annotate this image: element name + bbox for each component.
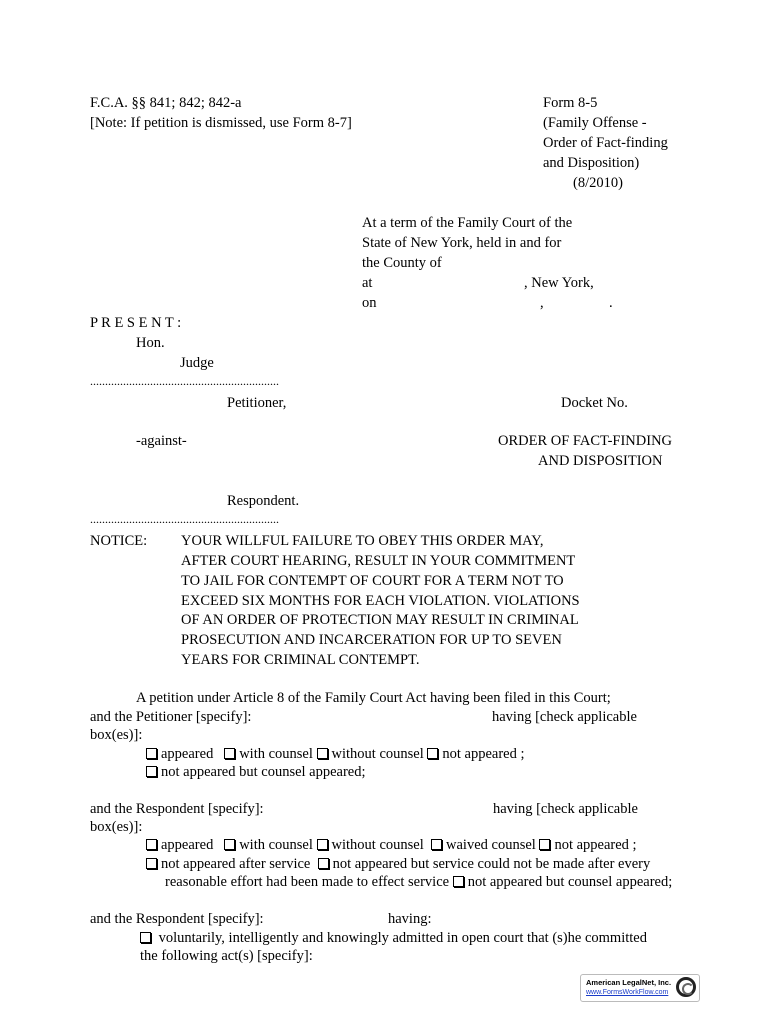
- form-note: [Note: If petition is dismissed, use Form 8-7]: [90, 115, 352, 131]
- following-acts-label: the following act(s) [specify]:: [140, 948, 313, 964]
- statute-citation: F.C.A. §§ 841; 842; 842-a: [90, 95, 242, 111]
- respondent-label: Respondent.: [227, 493, 300, 509]
- resp-not-appeared-counsel-checkbox[interactable]: [453, 876, 464, 887]
- legalnet-logo: [580, 974, 700, 1002]
- petitioner-label: Petitioner,: [227, 395, 287, 411]
- company-name: American LegalNet, Inc.: [586, 978, 672, 987]
- caption-divider-bottom: ...............................................................: [90, 512, 279, 526]
- resp-not-appeared-label: not appeared ;: [554, 837, 637, 853]
- pet-without-counsel-checkbox[interactable]: [317, 748, 328, 759]
- resp-with-counsel-checkbox[interactable]: [224, 839, 235, 850]
- notice-label: NOTICE:: [90, 533, 148, 549]
- court-new-york-label: , New York,: [524, 275, 594, 291]
- form-number: Form 8-5: [543, 95, 598, 111]
- respondent-service-options: [146, 855, 650, 874]
- seal-icon: [676, 977, 696, 997]
- court-term-line-1: At a term of the Family Court of the: [362, 215, 573, 231]
- respondent-specify-label: and the Respondent [specify]:: [90, 801, 264, 817]
- present-label: P R E S E N T :: [90, 315, 182, 331]
- resp-after-service-label: not appeared after service: [161, 856, 311, 872]
- order-title-line-2: AND DISPOSITION: [538, 453, 663, 469]
- notice-line: YEARS FOR CRIMINAL CONTEMPT.: [181, 652, 420, 668]
- hon-label: Hon.: [136, 335, 165, 351]
- notice-line: AFTER COURT HEARING, RESULT IN YOUR COMMITMENT: [181, 553, 576, 569]
- pet-not-appeared-counsel-label: not appeared but counsel appeared;: [161, 764, 366, 780]
- resp-not-appeared-counsel-label: not appeared but counsel appeared;: [467, 874, 673, 890]
- pet-appeared-label: appeared: [161, 746, 214, 762]
- respondent-boxes-label: box(es)]:: [90, 819, 143, 835]
- resp-after-service-checkbox[interactable]: [146, 858, 157, 869]
- resp-not-appeared-checkbox[interactable]: [539, 839, 550, 850]
- against-label: -against-: [136, 433, 187, 449]
- petitioner-counsel-option: [146, 763, 366, 782]
- docket-label: Docket No.: [561, 395, 628, 411]
- form-type-line-1: (Family Offense -: [543, 115, 647, 131]
- court-date-period: .: [609, 295, 613, 311]
- resp-waived-counsel-label: waived counsel: [446, 837, 536, 853]
- notice-line: OF AN ORDER OF PROTECTION MAY RESULT IN CRIMINAL: [181, 612, 579, 628]
- resp-reasonable-effort-label: reasonable effort had been made to effect service: [165, 874, 450, 890]
- pet-not-appeared-label: not appeared ;: [442, 746, 525, 762]
- resp-not-served-label: not appeared but service could not be made after every: [332, 856, 651, 872]
- admitted-label: voluntarily, intelligently and knowingly admitted in open court that (s)he committed: [158, 930, 647, 946]
- order-title-line-1: ORDER OF FACT-FINDING: [498, 433, 673, 449]
- resp-without-counsel-label: without counsel: [331, 837, 424, 853]
- admitted-checkbox[interactable]: [140, 932, 151, 943]
- notice-line: EXCEED SIX MONTHS FOR EACH VIOLATION. VIOLATIONS: [181, 593, 580, 609]
- pet-not-appeared-checkbox[interactable]: [427, 748, 438, 759]
- pet-without-counsel-label: without counsel: [331, 746, 424, 762]
- court-county-label: the County of: [362, 255, 442, 271]
- court-at-label: at: [362, 275, 373, 291]
- respondent-specify-label-2: and the Respondent [specify]:: [90, 911, 264, 927]
- notice-line: TO JAIL FOR CONTEMPT OF COURT FOR A TERM NOT TO: [181, 573, 564, 589]
- judge-label: Judge: [180, 355, 214, 371]
- form-type-line-2: Order of Fact-finding: [543, 135, 668, 151]
- resp-appeared-checkbox[interactable]: [146, 839, 157, 850]
- resp-without-counsel-checkbox[interactable]: [317, 839, 328, 850]
- respondent-having-colon: having:: [388, 911, 432, 927]
- petitioner-having-label: having [check applicable: [492, 709, 637, 725]
- respondent-having-label: having [check applicable: [493, 801, 638, 817]
- court-term-line-2: State of New York, held in and for: [362, 235, 562, 251]
- pet-with-counsel-label: with counsel: [239, 746, 313, 762]
- petitioner-appearance-options: [146, 745, 525, 764]
- caption-divider-top: ...............................................................: [90, 374, 279, 388]
- resp-appeared-label: appeared: [161, 837, 214, 853]
- pet-not-appeared-counsel-checkbox[interactable]: [146, 766, 157, 777]
- court-on-label: on: [362, 295, 377, 311]
- form-date: (8/2010): [573, 175, 623, 191]
- resp-waived-counsel-checkbox[interactable]: [431, 839, 442, 850]
- admission-option: [140, 929, 647, 948]
- petitioner-specify-label: and the Petitioner [specify]:: [90, 709, 252, 725]
- notice-line: PROSECUTION AND INCARCERATION FOR UP TO SEVEN: [181, 632, 562, 648]
- resp-with-counsel-label: with counsel: [239, 837, 313, 853]
- form-type-line-3: and Disposition): [543, 155, 640, 171]
- petitioner-boxes-label: box(es)]:: [90, 727, 143, 743]
- respondent-appearance-options: [146, 836, 637, 855]
- pet-with-counsel-checkbox[interactable]: [224, 748, 235, 759]
- respondent-service-options-cont: [165, 873, 672, 892]
- company-url-link[interactable]: www.FormsWorkFlow.com: [586, 989, 669, 996]
- court-date-comma: ,: [540, 295, 544, 311]
- pet-appeared-checkbox[interactable]: [146, 748, 157, 759]
- resp-not-served-checkbox[interactable]: [318, 858, 329, 869]
- notice-line: YOUR WILLFUL FAILURE TO OBEY THIS ORDER MAY,: [181, 533, 544, 549]
- petition-intro: A petition under Article 8 of the Family Court Act having been filed in this Court;: [136, 690, 611, 706]
